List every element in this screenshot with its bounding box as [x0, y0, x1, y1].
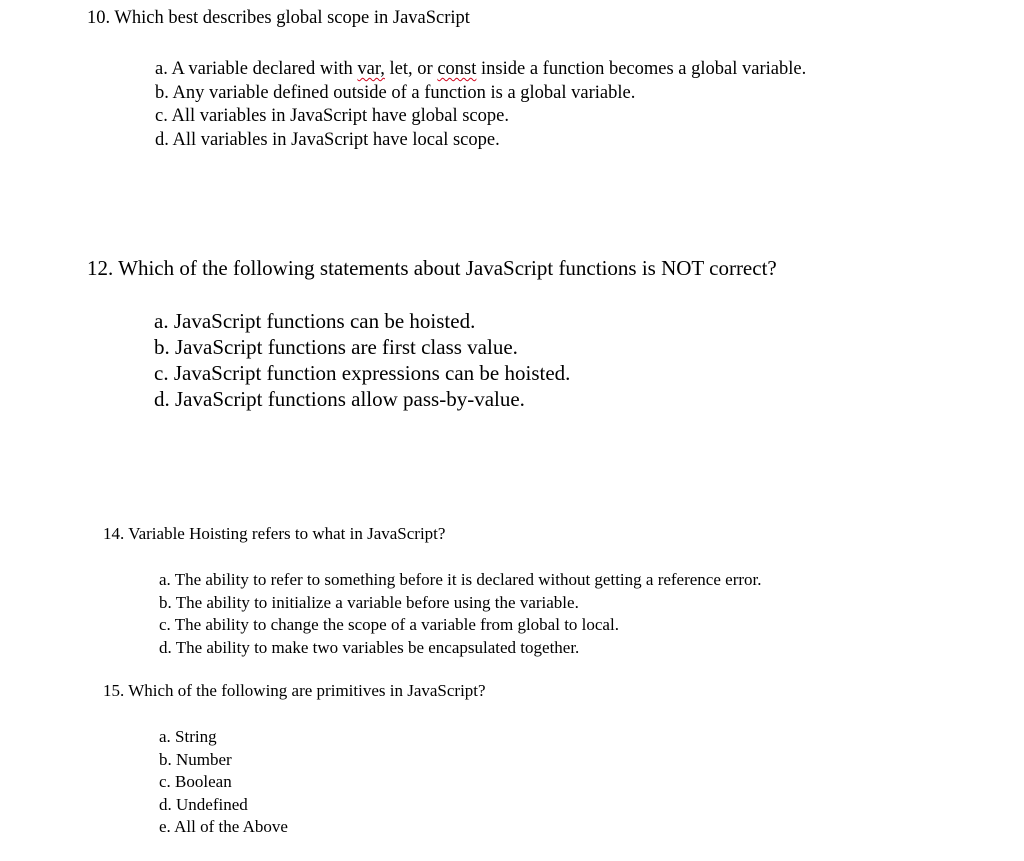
option-a — [159, 726, 288, 749]
question-text: Variable Hoisting refers to what in JavaScript? — [128, 524, 446, 543]
question-number: 15. — [103, 681, 125, 700]
option-letter: a. — [155, 59, 168, 79]
option-b — [155, 82, 806, 106]
option-list — [155, 58, 806, 152]
option-text-part: A variable declared with — [171, 59, 358, 79]
option-letter: c. — [159, 615, 171, 634]
option-letter: b. — [154, 335, 170, 359]
option-letter: b. — [159, 592, 172, 612]
option-d — [159, 794, 288, 817]
option-c — [154, 360, 570, 386]
option-text: JavaScript functions can be hoisted. — [173, 309, 476, 333]
option-c — [159, 614, 762, 637]
option-text: The ability to change the scope of a variable from global to local. — [174, 615, 619, 634]
option-d — [159, 637, 762, 660]
question-10 — [87, 8, 807, 150]
option-letter: d. — [155, 129, 169, 150]
question-text: Which best describes global scope in JavaScript — [114, 8, 470, 28]
option-a — [154, 308, 570, 334]
option-text: Boolean — [175, 772, 232, 791]
option-text-part: inside a function becomes a global variable. — [476, 59, 807, 79]
option-text: All variables in JavaScript have global scope. — [171, 106, 509, 126]
option-a — [159, 569, 762, 592]
question-14-title — [103, 524, 445, 544]
question-number: 10. — [87, 8, 111, 28]
option-letter: a. — [159, 570, 171, 589]
question-text: Which of the following are primitives in JavaScript? — [128, 681, 486, 700]
option-letter: a. — [154, 309, 169, 333]
option-text: JavaScript functions allow pass-by-value. — [175, 387, 525, 411]
option-text: Any variable defined outside of a function is a global variable. — [172, 82, 636, 103]
question-12 — [87, 256, 777, 411]
option-list — [159, 726, 288, 839]
option-letter: b. — [155, 82, 169, 103]
option-text: Number — [176, 749, 232, 769]
question-15-title — [103, 681, 486, 701]
option-letter: a. — [159, 727, 171, 746]
option-text: String — [175, 727, 217, 746]
option-text: All variables in JavaScript have local scope. — [172, 129, 500, 150]
question-12-title — [87, 256, 777, 281]
option-c — [159, 771, 288, 794]
option-text: The ability to initialize a variable before using the variable. — [175, 592, 579, 612]
option-letter: d. — [159, 637, 172, 657]
option-text: The ability to refer to something before it is declared without getting a reference error. — [174, 570, 762, 589]
option-b — [154, 334, 570, 360]
option-letter: d. — [159, 794, 172, 814]
option-text: The ability to make two variables be encapsulated together. — [175, 637, 580, 657]
question-10-title — [87, 8, 470, 29]
question-number: 12. — [87, 256, 114, 280]
option-letter: e. — [159, 817, 171, 836]
question-15 — [103, 681, 486, 836]
option-d — [155, 129, 806, 153]
option-e — [159, 816, 288, 839]
option-a — [155, 58, 806, 82]
question-text: Which of the following statements about JavaScript functions is NOT correct? — [118, 256, 777, 280]
option-c — [155, 105, 806, 129]
option-text: JavaScript functions are first class value. — [175, 335, 518, 359]
option-b — [159, 592, 762, 615]
spellcheck-word-const: const — [437, 59, 477, 79]
option-letter: c. — [159, 772, 171, 791]
question-14 — [103, 524, 762, 657]
option-list — [154, 308, 570, 412]
option-text: All of the Above — [174, 817, 288, 836]
option-letter: c. — [155, 106, 168, 126]
option-text: JavaScript function expressions can be hoisted. — [173, 361, 571, 385]
option-list — [159, 569, 762, 659]
question-number: 14. — [103, 524, 125, 543]
option-d — [154, 386, 570, 412]
spellcheck-word-var: var, — [357, 59, 385, 79]
option-text-part: let, or — [384, 59, 438, 79]
option-letter: b. — [159, 749, 172, 769]
option-letter: c. — [154, 361, 169, 385]
option-letter: d. — [154, 387, 170, 411]
option-b — [159, 749, 288, 772]
option-text: Undefined — [176, 794, 248, 814]
